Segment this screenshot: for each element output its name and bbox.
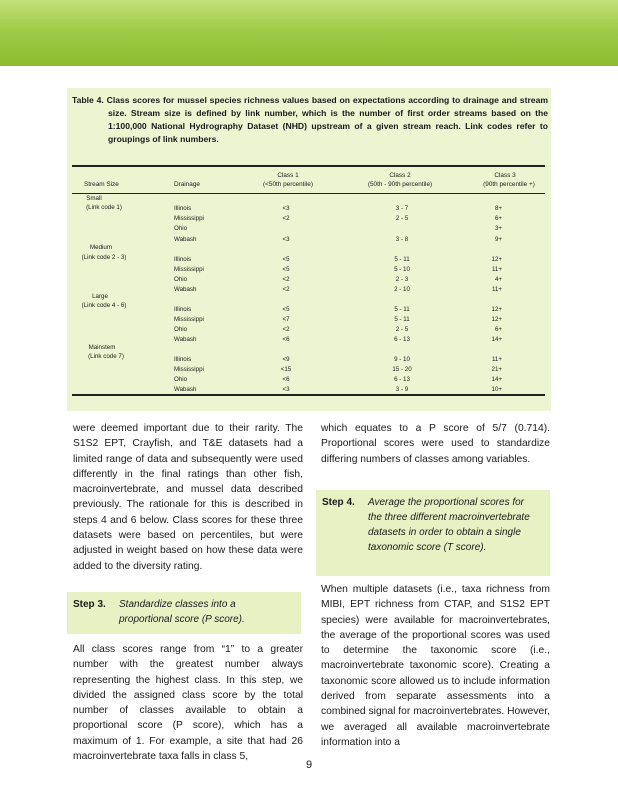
header-class2-title: Class 2 (389, 172, 411, 179)
group-name: Large (92, 293, 108, 300)
row-class2: 3 - 8 (395, 236, 409, 243)
group-link-code: (Link code 4 - 6) (81, 302, 127, 309)
row-drainage: Ohio (174, 376, 188, 383)
row-class2: 2 - 3 (395, 276, 409, 283)
row-drainage: Ohio (174, 326, 188, 333)
table-top-rule (72, 165, 545, 167)
row-class3: 8+ (494, 205, 502, 212)
row-drainage: Mississippi (174, 266, 204, 273)
table-header-rule (72, 193, 545, 194)
row-class1: <2 (282, 326, 290, 333)
row-drainage: Ohio (174, 276, 188, 283)
header-class3-range: (90th percentile +) (483, 181, 535, 188)
step-4-box (316, 490, 550, 576)
row-class1: <7 (282, 316, 290, 323)
row-drainage: Mississippi (174, 366, 204, 373)
row-class3: 11+ (491, 286, 502, 293)
step-4-text: Average the proportional scores for the three different macroinvertebrate datasets in order to obtain a single taxonomic score (T score). (368, 497, 530, 553)
row-class3: 10+ (491, 386, 502, 393)
group-name: Mainstem (88, 344, 116, 351)
row-class2: 3 - 9 (395, 386, 409, 393)
group-link-code: (Link code 2 - 3) (81, 254, 127, 261)
row-class1: <5 (282, 266, 290, 273)
row-class3: 14+ (491, 376, 502, 383)
step-3-text: Standardize classes into a proportional score (P score). (119, 599, 245, 625)
row-class3: 11+ (491, 356, 502, 363)
row-class1: <3 (282, 386, 290, 393)
row-class1: <2 (282, 286, 290, 293)
header-class1-title: Class 1 (277, 172, 299, 179)
header-drainage: Drainage (174, 181, 200, 188)
left-paragraph-2: All class scores range from “1” to a greater number with the greatest number always representing the highest class. In this step, we divided the assigned class score by the total number of classes available to obtain a proportional score (P score), which has a maximum of 1. For example, a site that had 26 macroinvertebrate taxa falls in class 5, (73, 644, 303, 763)
row-class2: 6 - 13 (394, 336, 410, 343)
row-drainage: Mississippi (174, 215, 204, 222)
left-paragraph-1: were deemed important due to their rarity. The S1S2 EPT, Crayfish, and T&E datasets had a limited range of data and subsequently were used differently in the final ratings than other fish, macroinvertebrate, and mussel data described previously. The rationale for this is described in steps 4 and 6 below. Class scores for these three datasets were based on percentiles, but were adjusted in weight based on how these data were added to the diversity rating. (73, 423, 303, 572)
row-class2: 15 - 20 (392, 366, 412, 373)
group-link-code: (Link code 7) (88, 353, 124, 360)
row-class3: 4+ (494, 276, 502, 283)
row-class1: <2 (282, 276, 290, 283)
row-class1: <6 (282, 376, 290, 383)
row-drainage: Wabash (174, 336, 197, 343)
row-class3: 3+ (494, 225, 502, 232)
row-class1: <5 (282, 306, 290, 313)
header-class2-range: (50th - 90th percentile) (367, 181, 433, 188)
row-class2: 9 - 10 (394, 356, 410, 363)
row-class2: 5 - 11 (394, 256, 410, 263)
row-class1: <5 (282, 256, 290, 263)
row-class2: 3 - 7 (395, 205, 409, 212)
row-drainage: Illinois (174, 205, 192, 212)
row-class2: 5 - 11 (394, 306, 410, 313)
step-3-label: Step 3. (73, 599, 106, 610)
row-class3: 9+ (494, 236, 502, 243)
row-drainage: Illinois (174, 306, 192, 313)
row-class3: 12+ (491, 256, 502, 263)
table-bottom-rule (72, 394, 545, 396)
row-drainage: Illinois (174, 256, 192, 263)
row-drainage: Wabash (174, 286, 197, 293)
row-class3: 11+ (491, 266, 502, 273)
row-class3: 12+ (491, 306, 502, 313)
row-class1: <2 (282, 215, 290, 222)
group-name: Small (86, 195, 102, 202)
row-drainage: Ohio (174, 225, 188, 232)
page-number: 9 (305, 759, 313, 771)
row-class2: 2 - 5 (395, 326, 409, 333)
row-class2: 2 - 5 (395, 215, 409, 222)
row-class3: 12+ (491, 316, 502, 323)
header-stream-size: Stream Size (84, 181, 119, 188)
table-caption: Table 4. Class scores for mussel species richness values based on expectations according to drainage and stream size. Stream size is defined by link number, which is the number of first order streams based on the 1:100,000 National Hydrography Dataset (NHD) upstream of a given stream reach. Link codes refer to groupings of link numbers. (72, 95, 548, 144)
row-class1: <9 (282, 356, 290, 363)
step-4-label: Step 4. (322, 497, 355, 508)
row-class2: 2 - 10 (394, 286, 410, 293)
header-banner (0, 0, 618, 66)
row-class2: 5 - 11 (394, 316, 410, 323)
row-class3: 6+ (494, 215, 502, 222)
group-link-code: (Link code 1) (86, 204, 122, 211)
row-class2: 5 - 10 (394, 266, 410, 273)
header-class1-range: (<50th percentile) (263, 181, 313, 188)
right-paragraph-1: which equates to a P score of 5/7 (0.714). Proportional scores were used to standardize differing numbers of classes among variables. (321, 423, 550, 465)
row-class3: 6+ (494, 326, 502, 333)
row-class3: 14+ (491, 336, 502, 343)
row-drainage: Illinois (174, 356, 192, 363)
row-class1: <3 (282, 236, 290, 243)
row-drainage: Wabash (174, 236, 197, 243)
header-class3-title: Class 3 (494, 172, 516, 179)
group-name: Medium (89, 244, 113, 251)
row-drainage: Wabash (174, 386, 197, 393)
row-class1: <6 (282, 336, 290, 343)
step-3-box (67, 592, 301, 634)
row-class2: 6 - 13 (394, 376, 410, 383)
row-class1: <15 (280, 366, 292, 373)
row-drainage: Mississippi (174, 316, 204, 323)
row-class1: <3 (282, 205, 290, 212)
row-class3: 21+ (491, 366, 502, 373)
right-paragraph-2: When multiple datasets (i.e., taxa richness from MIBI, EPT richness from CTAP, and S1S2 EPT species) were available for macroinvertebrates, the average of the proportional scores was used to determine the taxonomic score (i.e., macroinvertebrate taxonomic score). Creating a taxonomic score allowed us to include information derived from separate assessments into a combined signal for macroinvertebrates. However, we averaged all available macroinvertebrate information into a (321, 584, 550, 748)
